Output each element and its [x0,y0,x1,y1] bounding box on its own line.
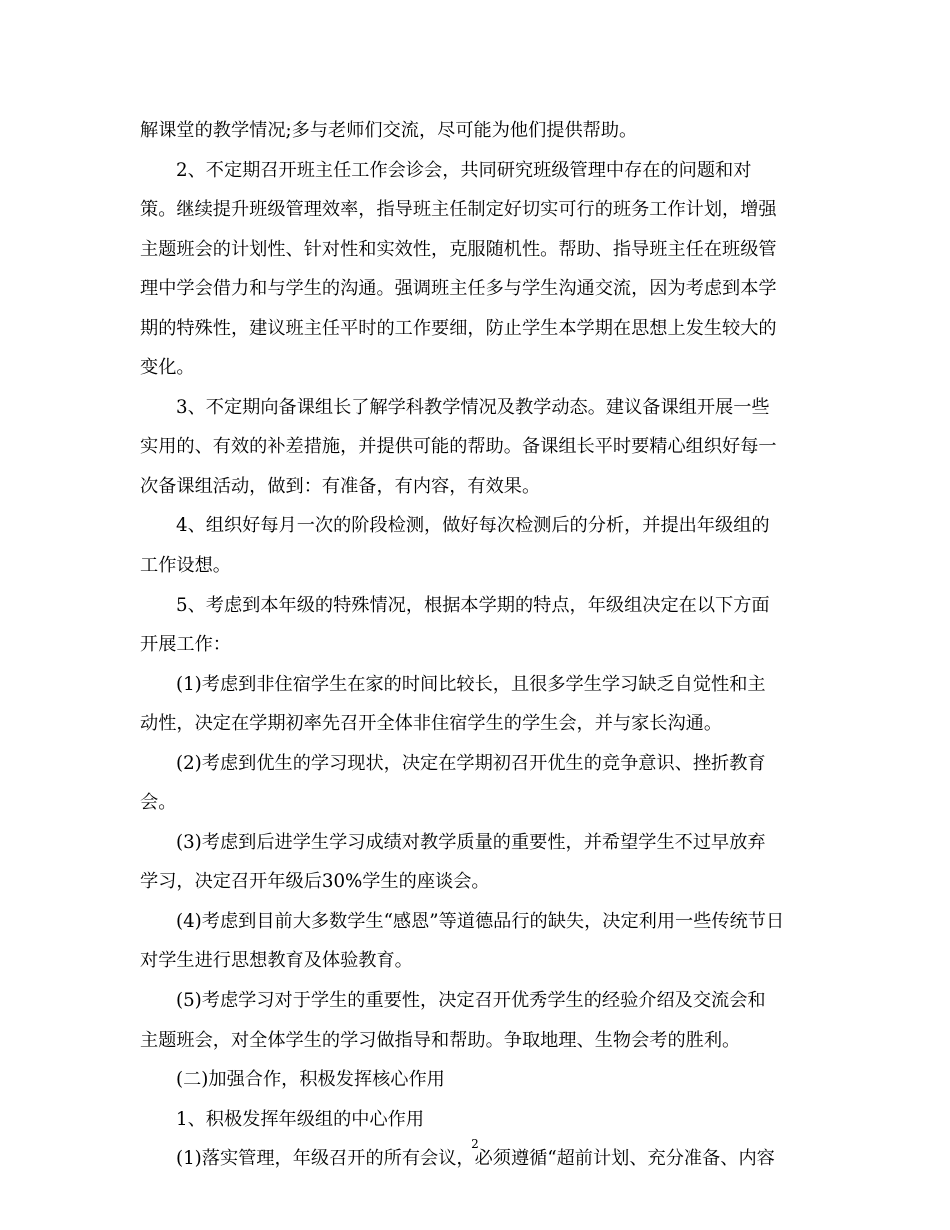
text-line: 实用的、有效的补差措施，并提供可能的帮助。备课组长平时要精心组织好每一 [140,436,777,458]
text-line: 期的特殊性，建议班主任平时的工作要细，防止学生本学期在思想上发生较大的 [140,317,777,339]
text-line: 主题班会的计划性、针对性和实效性，克服随机性。帮助、指导班主任在班级管 [140,238,777,260]
text-line: 学习，决定召开年级后30%学生的座谈会。 [140,871,490,893]
text-line: 对学生进行思想教育及体验教育。 [140,950,413,972]
text-line: 会。 [140,792,177,814]
text-line: 开展工作： [140,634,231,656]
text-line: (1)考虑到非住宿学生在家的时间比较长，且很多学生学习缺乏自觉性和主 [176,673,766,695]
text-line: (4)考虑到目前大多数学生“感恩”等道德品行的缺失，决定利用一些传统节日 [176,910,785,932]
text-line: (二)加强合作，积极发挥核心作用 [176,1069,445,1091]
text-line: 策。继续提升班级管理效率，指导班主任制定好切实可行的班务工作计划，增强 [140,199,777,221]
text-line: 工作设想。 [140,555,231,577]
text-line: 解课堂的教学情况;多与老师们交流，尽可能为他们提供帮助。 [140,120,638,141]
text-line: 3、不定期向备课组长了解学科教学情况及教学动态。建议备课组开展一些 [176,396,770,418]
text-line: 变化。 [140,357,195,379]
text-line: (3)考虑到后进学生学习成绩对教学质量的重要性，并希望学生不过早放弃 [176,831,766,853]
text-line: 4、组织好每月一次的阶段检测，做好每次检测后的分析，并提出年级组的 [176,515,770,537]
text-line: 5、考虑到本年级的特殊情况，根据本学期的特点，年级组决定在以下方面 [176,594,770,616]
text-line: 1、积极发挥年级组的中心作用 [176,1108,425,1130]
text-line: (2)考虑到优生的学习现状，决定在学期初召开优生的竞争意识、挫折教育 [176,752,766,774]
text-line: 次备课组活动，做到：有准备，有内容，有效果。 [140,475,541,497]
document-body [140,111,812,1179]
page-number: 2 [471,1137,479,1151]
text-line: 主题班会，对全体学生的学习做指导和帮助。争取地理、生物会考的胜利。 [140,1029,741,1051]
text-line: 理中学会借力和与学生的沟通。强调班主任多与学生沟通交流，因为考虑到本学 [140,278,777,300]
text-line: 动性，决定在学期初率先召开全体非住宿学生的学生会，并与家长沟通。 [140,713,723,735]
text-line: (1)落实管理，年级召开的所有会议，必须遵循“超前计划、充分准备、内容 [176,1148,775,1170]
text-line: 2、不定期召开班主任工作会诊会，共同研究班级管理中存在的问题和对 [176,159,752,181]
text-line: (5)考虑学习对于学生的重要性，决定召开优秀学生的经验介绍及交流会和 [176,990,766,1012]
